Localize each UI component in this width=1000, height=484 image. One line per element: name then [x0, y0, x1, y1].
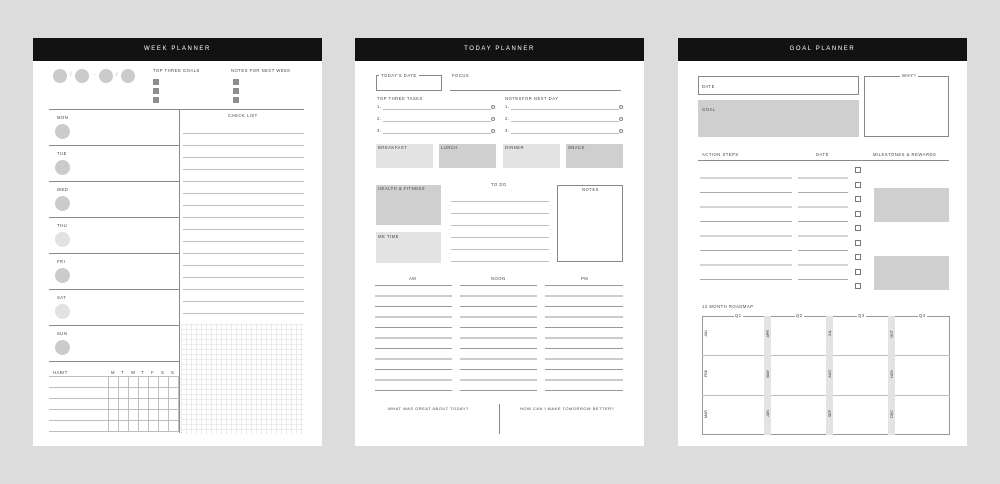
meal-label: BREAKFAST — [378, 145, 408, 150]
why-label: WHY? — [902, 73, 917, 78]
goal-date-field[interactable] — [698, 76, 859, 95]
day-label: SAT — [57, 295, 67, 300]
date-circle — [53, 69, 67, 83]
habit-day: T — [141, 370, 145, 375]
day-circle — [55, 160, 70, 175]
month-label: JAN — [704, 330, 708, 337]
quarter-label: Q2 — [796, 313, 803, 318]
note-num: 3. — [505, 128, 510, 133]
month-label: MAY — [766, 370, 770, 378]
month-label: MAR — [704, 410, 708, 418]
day-label: MON — [57, 115, 69, 120]
day-label: FRI — [57, 259, 66, 264]
notes-next-day-label: NOTESFOR NEXT DAY — [505, 96, 559, 101]
todays-date-label: TODAY'S DATE — [381, 73, 417, 78]
day-circle — [55, 124, 70, 139]
goal-planner-page — [678, 38, 967, 446]
step-checkbox[interactable] — [855, 225, 861, 231]
grid-area — [181, 324, 303, 434]
am-lines — [375, 285, 452, 391]
goal-field[interactable] — [698, 100, 859, 137]
task-checkbox[interactable] — [491, 117, 495, 121]
flag-icon — [153, 79, 159, 85]
habit-day: W — [131, 370, 136, 375]
milestone-box[interactable] — [874, 188, 949, 222]
meal-label: LUNCH — [441, 145, 458, 150]
to-do-lines — [451, 190, 549, 262]
habit-tracker-grid — [108, 376, 179, 432]
day-circle — [55, 268, 70, 283]
tomorrow-better-label: HOW CAN I MAKE TOMORROW BETTER? — [520, 406, 615, 411]
me-time-label: ME TIME — [378, 234, 399, 239]
habit-day: S — [171, 370, 175, 375]
roadmap-label: 12 MONTH ROADMAP — [702, 304, 754, 309]
week-planner-page: WEEK PLANNER / · / TOP THREE GOALS NOTES FOR NEXT WEEK MON TUE WED THU FRI SAT SUN CHECK LIST HABIT M T W T F S S — [33, 38, 322, 446]
note-num: 2. — [505, 116, 510, 121]
month-label: DEC — [890, 410, 894, 418]
month-label: JUN — [766, 410, 770, 417]
task-num: 1. — [377, 104, 382, 109]
why-box[interactable] — [864, 76, 949, 137]
date-label: DATE — [702, 84, 715, 89]
today-planner-title: TODAY PLANNER — [355, 38, 644, 61]
am-label: AM — [409, 276, 417, 281]
habit-day: S — [161, 370, 165, 375]
flag-icon — [153, 97, 159, 103]
month-label: AUG — [828, 370, 832, 378]
habit-day: M — [111, 370, 115, 375]
milestones-label: MILESTONES & REWARDS — [873, 152, 937, 157]
day-label: WED — [57, 187, 69, 192]
date-circle — [121, 69, 135, 83]
flag-icon — [153, 88, 159, 94]
day-circle — [55, 304, 70, 319]
day-circle — [55, 196, 70, 211]
notes-label: NOTES — [582, 187, 599, 192]
task-num: 2. — [377, 116, 382, 121]
task-num: 3. — [377, 128, 382, 133]
month-label: JUL — [828, 330, 832, 337]
step-checkbox[interactable] — [855, 269, 861, 275]
great-about-today-label: WHAT WAS GREAT ABOUT TODAY? — [388, 406, 469, 411]
day-circle — [55, 232, 70, 247]
habit-day: T — [121, 370, 125, 375]
goal-planner-title: GOAL PLANNER — [678, 38, 967, 61]
flag-icon — [233, 97, 239, 103]
day-label: TUE — [57, 151, 67, 156]
month-label: OCT — [890, 330, 894, 338]
day-circle — [55, 340, 70, 355]
health-label: HEALTH & FITNESS — [378, 186, 426, 191]
quarter-label: Q1 — [735, 313, 742, 318]
note-checkbox[interactable] — [619, 129, 623, 133]
step-checkbox[interactable] — [855, 211, 861, 217]
check-list-label: CHECK LIST — [228, 113, 258, 118]
noon-lines — [460, 285, 537, 391]
date-lines — [798, 164, 848, 292]
date-circle — [99, 69, 113, 83]
noon-label: NOON — [491, 276, 506, 281]
check-list-lines — [183, 122, 304, 322]
date-circle — [75, 69, 89, 83]
month-label: FEB — [704, 370, 708, 377]
meal-label: SNACK — [568, 145, 585, 150]
step-checkbox[interactable] — [855, 240, 861, 246]
habit-day: F — [151, 370, 155, 375]
reward-box[interactable] — [874, 256, 949, 290]
note-checkbox[interactable] — [619, 105, 623, 109]
month-label: NOV — [890, 370, 894, 378]
goal-label: GOAL — [702, 107, 716, 112]
action-steps-lines — [700, 164, 792, 292]
quarter-label: Q4 — [919, 313, 926, 318]
day-label: SUN — [57, 331, 68, 336]
habit-label: HABIT — [53, 370, 68, 375]
pm-label: PM — [581, 276, 589, 281]
to-do-label: TO DO — [491, 182, 507, 187]
note-num: 1. — [505, 104, 510, 109]
step-checkbox[interactable] — [855, 182, 861, 188]
notes-next-week-label: NOTES FOR NEXT WEEK — [231, 68, 291, 73]
today-planner-page — [355, 38, 644, 446]
day-label: THU — [57, 223, 68, 228]
health-fitness-box[interactable] — [376, 185, 441, 225]
step-checkbox[interactable] — [855, 283, 861, 289]
focus-label: FOCUS — [452, 73, 470, 78]
quarter-label: Q3 — [858, 313, 865, 318]
note-checkbox[interactable] — [619, 117, 623, 121]
flag-icon — [233, 79, 239, 85]
step-checkbox[interactable] — [855, 196, 861, 202]
meal-label: DINNER — [505, 145, 525, 150]
flag-icon — [233, 88, 239, 94]
top-tasks-label: TOP THREE TASKS — [377, 96, 423, 101]
step-checkbox[interactable] — [855, 167, 861, 173]
step-checkbox[interactable] — [855, 254, 861, 260]
date-column-label: DATE — [816, 152, 829, 157]
month-label: APR — [766, 330, 770, 338]
week-planner-title: WEEK PLANNER — [33, 38, 322, 61]
top-goals-label: TOP THREE GOALS — [153, 68, 200, 73]
pm-lines — [545, 285, 623, 391]
task-checkbox[interactable] — [491, 129, 495, 133]
action-steps-label: ACTION STEPS — [702, 152, 739, 157]
task-checkbox[interactable] — [491, 105, 495, 109]
month-label: SEP — [828, 410, 832, 418]
notes-box[interactable] — [557, 185, 623, 262]
